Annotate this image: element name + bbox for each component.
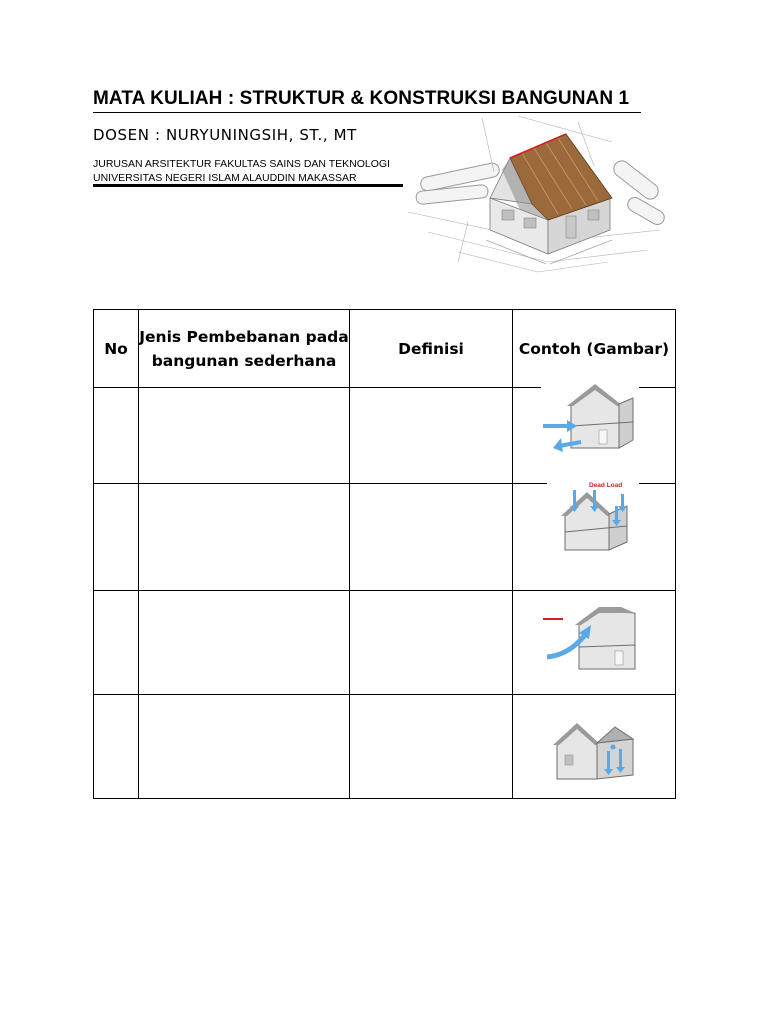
row-jenis-cell [139, 591, 350, 695]
row-image-cell [513, 591, 676, 695]
row-image-cell [513, 388, 676, 484]
house-lateral-wind-load-image [541, 380, 639, 464]
row-jenis-cell [139, 388, 350, 484]
row-no-cell [94, 388, 139, 484]
header-no: No [94, 310, 139, 388]
load-types-table [93, 309, 676, 799]
lecturer-name: DOSEN : NURYUNINGSIH, ST., MT [93, 126, 357, 144]
dead-load-label: Dead Load [589, 482, 623, 489]
department-line-1: JURUSAN ARSITEKTUR FAKULTAS SAINS DAN TEKNOLOGI [93, 158, 390, 170]
row-definisi-cell [350, 591, 513, 695]
table-row [94, 591, 676, 695]
row-definisi-cell [350, 388, 513, 484]
table-header-row [94, 310, 676, 388]
department-block [93, 157, 390, 185]
row-jenis-cell [139, 484, 350, 591]
row-no-cell [94, 695, 139, 799]
row-definisi-cell [350, 484, 513, 591]
table-row [94, 695, 676, 799]
course-title: MATA KULIAH : STRUKTUR & KONSTRUKSI BANGUNAN 1 [93, 88, 641, 113]
table-row [94, 484, 676, 591]
house-dead-load-image [547, 478, 639, 562]
house-construction-illustration [398, 112, 670, 288]
row-no-cell [94, 591, 139, 695]
house-live-load-image [551, 717, 639, 785]
department-rule [93, 184, 403, 187]
row-image-cell [513, 484, 676, 591]
table-row [94, 388, 676, 484]
header-contoh-gambar: Contoh (Gambar) [513, 310, 676, 388]
row-definisi-cell [350, 695, 513, 799]
header-definisi: Definisi [350, 310, 513, 388]
house-uplift-load-image [539, 605, 639, 683]
department-line-2: UNIVERSITAS NEGERI ISLAM ALAUDDIN MAKASSAR [93, 172, 357, 184]
row-image-cell [513, 695, 676, 799]
header-jenis-pembebanan: Jenis Pembebanan pada bangunan sederhana [139, 310, 350, 388]
row-no-cell [94, 484, 139, 591]
row-jenis-cell [139, 695, 350, 799]
